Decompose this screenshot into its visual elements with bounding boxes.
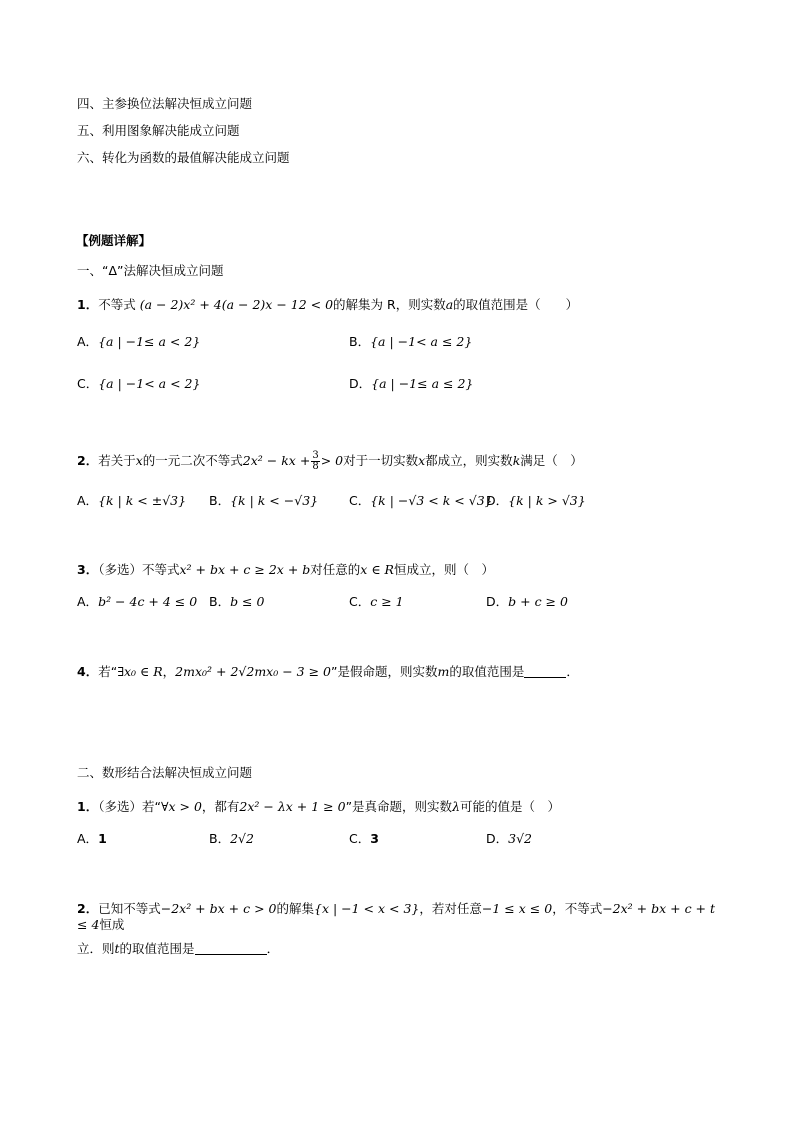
answer-blank[interactable] (195, 942, 267, 955)
option-value: b ≤ 0 (230, 594, 265, 609)
math-variable: x (135, 453, 143, 468)
outline-item-5: 五、利用图象解决能成立问题 (77, 123, 240, 138)
option-d[interactable] (349, 376, 473, 392)
option-c[interactable] (77, 376, 200, 392)
option-value: b² − 4c + 4 ≤ 0 (98, 594, 198, 609)
math-expression: > 0 (320, 453, 344, 468)
option-b[interactable] (209, 831, 254, 847)
option-a[interactable] (77, 831, 107, 847)
question-text: ． (566, 664, 579, 679)
math-expression: −2x² + bx + c > 0 (160, 901, 277, 916)
option-c[interactable] (349, 594, 404, 610)
math-expression: x² + bx + c ≥ 2x + b (179, 562, 311, 577)
question-text: 立．则 (77, 941, 115, 956)
option-label: A． (77, 831, 99, 846)
outline-item-4: 四、主参换位法解决恒成立问题 (77, 96, 253, 111)
question-text: 的取值范围是（ ） (453, 297, 579, 312)
option-b[interactable] (349, 334, 472, 350)
option-d[interactable] (486, 594, 568, 610)
option-value: 2√2 (230, 831, 254, 846)
section-1-title: 一、“Δ”法解决恒成立问题 (77, 263, 224, 278)
math-expression: ∃x₀ ∈ R (117, 664, 163, 679)
option-a[interactable] (77, 493, 186, 509)
option-value: b + c ≥ 0 (508, 594, 568, 609)
option-label: C． (349, 594, 371, 609)
math-expression: x ∈ R (360, 562, 394, 577)
question-text: 的取值范围是 (119, 941, 195, 956)
question-text: 恒成 (99, 917, 125, 932)
question-text: ”是假命题，则实数 (331, 664, 438, 679)
option-label: B． (209, 594, 231, 609)
option-value: 1 (98, 831, 107, 846)
question-text: 不等式 (98, 297, 136, 312)
question-text: ． (266, 941, 280, 956)
question-2-1 (77, 799, 560, 815)
question-1-3 (77, 562, 494, 578)
math-expression: {x | −1 < x < 3} (314, 901, 420, 916)
question-number: 4． (77, 664, 99, 679)
question-text: 对于一切实数 (343, 453, 419, 468)
option-value: 3 (370, 831, 379, 846)
math-expression: 2x² − kx + (242, 453, 311, 468)
question-text: 的一元二次不等式 (142, 453, 243, 468)
option-label: D． (486, 831, 509, 846)
question-text: 可能的值是（ ） (460, 799, 561, 814)
outline-item-6: 六、转化为函数的最值解决能成立问题 (77, 150, 290, 165)
question-text: 对任意的 (310, 562, 361, 577)
option-d[interactable] (486, 493, 586, 509)
math-variable: a (445, 297, 454, 312)
math-expression: 2mx₀² + 2√2mx₀ − 3 ≥ 0 (175, 664, 331, 679)
option-value: {k | k < −√3} (230, 493, 319, 508)
question-1-2 (77, 451, 583, 472)
option-value: c ≥ 1 (370, 594, 404, 609)
option-label: B． (349, 334, 371, 349)
option-d[interactable] (486, 831, 532, 847)
option-label: D． (486, 594, 509, 609)
question-text: 若关于 (98, 453, 136, 468)
option-value: {a | −1< a ≤ 2} (370, 334, 473, 349)
math-expression: 2x² − λx + 1 ≥ 0 (239, 799, 346, 814)
question-number: 3． (77, 562, 99, 577)
question-text: （多选）不等式 (98, 562, 180, 577)
option-label: B． (209, 831, 231, 846)
option-label: D． (486, 493, 509, 508)
fraction-denominator: 8 (312, 461, 319, 472)
math-expression: ∀x > 0 (160, 799, 202, 814)
math-expression: (a − 2)x² + 4(a − 2)x − 12 < 0 (139, 297, 334, 312)
math-expression: −1 ≤ x ≤ 0 (481, 901, 553, 916)
section-2-title: 二、数形结合法解决恒成立问题 (77, 765, 253, 780)
option-value: {k | k < ±√3} (98, 493, 187, 508)
question-text: （多选）若“ (98, 799, 161, 814)
question-2-2 (77, 901, 717, 933)
option-label: D． (349, 376, 372, 391)
math-variable: t (114, 941, 120, 956)
examples-heading: 【例题详解】 (76, 233, 152, 248)
question-1-4 (77, 664, 579, 680)
question-text: 满足（ ） (520, 453, 583, 468)
option-label: B． (209, 493, 231, 508)
option-value: {k | k > √3} (508, 493, 586, 508)
question-text: ，都有 (201, 799, 240, 814)
question-text: 恒成立，则（ ） (393, 562, 494, 577)
option-label: A． (77, 493, 99, 508)
option-label: C． (349, 831, 371, 846)
question-text: 都成立，则实数 (425, 453, 513, 468)
question-number: 2． (77, 901, 99, 916)
option-c[interactable] (349, 493, 493, 509)
question-text: 的取值范围是 (449, 664, 525, 679)
math-variable: x (418, 453, 426, 468)
math-variable: λ (452, 799, 460, 814)
question-text: 的解集为 R，则实数 (333, 297, 446, 312)
fraction (311, 451, 319, 472)
option-a[interactable] (77, 594, 197, 610)
question-text: ”是真命题，则实数 (345, 799, 453, 814)
option-value: {a | −1≤ a < 2} (98, 334, 201, 349)
fraction-numerator: 3 (312, 450, 319, 461)
question-text: 的解集 (276, 901, 314, 916)
option-value: {a | −1≤ a ≤ 2} (371, 376, 474, 391)
question-text: 若“ (98, 664, 118, 679)
option-c[interactable] (349, 831, 379, 847)
option-b[interactable] (209, 493, 318, 509)
option-b[interactable] (209, 594, 264, 610)
question-text: ，不等式 (552, 901, 603, 916)
option-value: 3√2 (508, 831, 533, 846)
question-1-1 (77, 297, 578, 313)
math-variable: m (437, 664, 450, 679)
option-value: {k | −√3 < k < √3} (370, 493, 493, 508)
question-number: 1． (77, 297, 99, 312)
question-text: ，若对任意 (419, 901, 482, 916)
math-expression: −2x² + bx + c + t ≤ 4 (77, 901, 716, 932)
answer-blank[interactable] (524, 665, 566, 678)
option-label: A． (77, 334, 99, 349)
option-label: A． (77, 594, 99, 609)
question-text: ， (162, 664, 176, 679)
option-a[interactable] (77, 334, 200, 350)
math-variable: k (512, 453, 521, 468)
option-label: C． (349, 493, 371, 508)
question-number: 1． (77, 799, 99, 814)
question-2-2-continued (77, 941, 279, 957)
option-label: C． (77, 376, 99, 391)
option-value: {a | −1< a < 2} (98, 376, 201, 391)
question-text: 已知不等式 (98, 901, 161, 916)
question-number: 2． (77, 453, 99, 468)
